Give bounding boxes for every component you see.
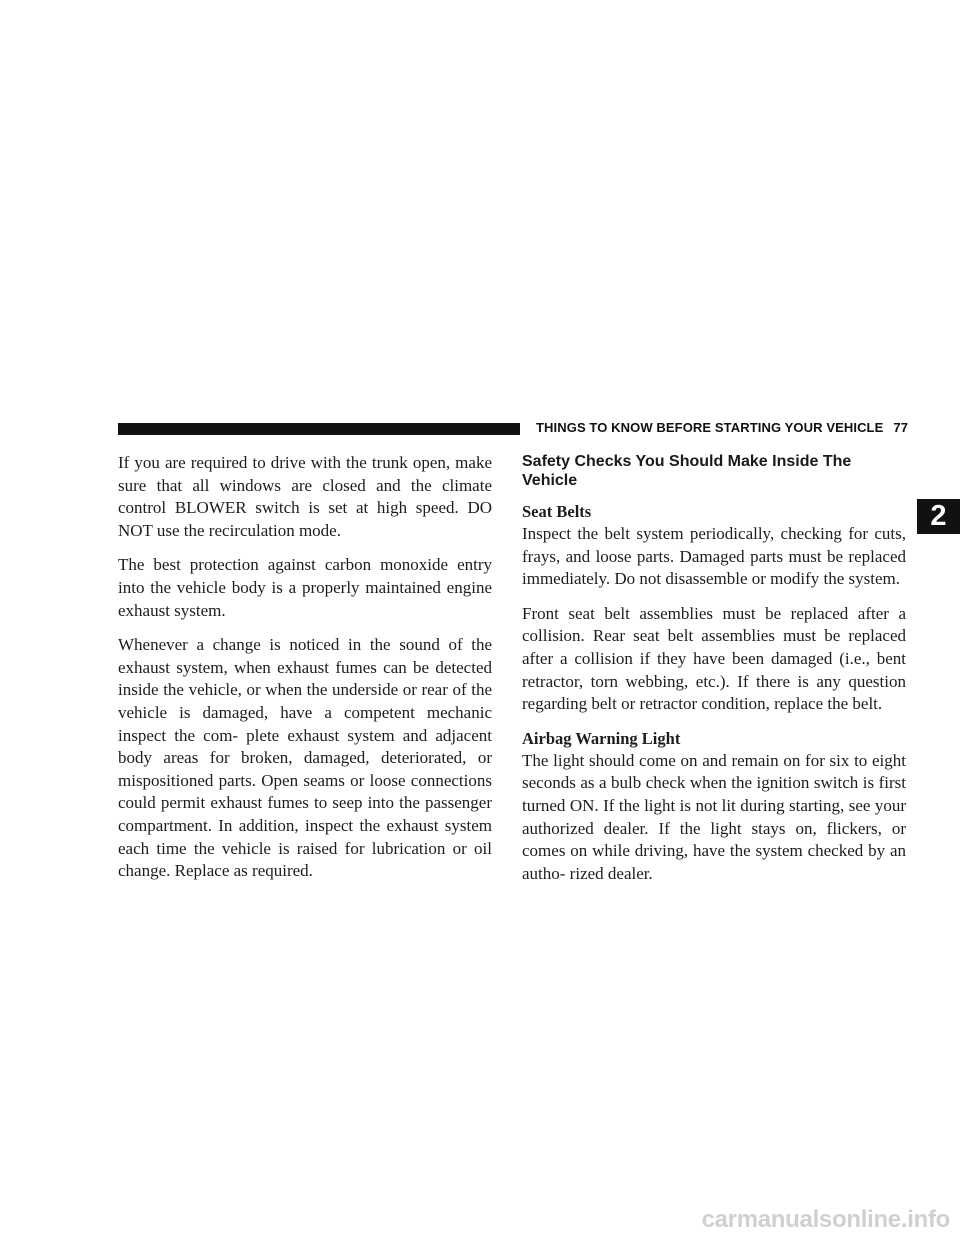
paragraph: The light should come on and remain on for six to eight seconds as a bulb check when the ignition switch is first turned ON. If the light is not lit during starting, see your authorized dealer. If the light stays on, flickers, or comes on while driving, have the system checked by an autho- rized dealer. [522,750,906,883]
section-heading: Safety Checks You Should Make Inside The Vehicle [522,453,852,489]
watermark: carmanualsonline.info [701,1206,950,1233]
chapter-tab: 2 [917,499,960,534]
header-rule [118,423,520,435]
paragraph: The best protection against carbon monoxide entry into the vehicle body is a properly maintained engine exhaust system. [118,555,492,620]
paragraph: If you are required to drive with the trunk open, make sure that all windows are closed and the climate control BLOWER switch is set at high speed. DO NOT use the recirculation mode. [118,453,492,540]
paragraph: Front seat belt assemblies must be replaced after a collision. Rear seat belt assemblies must be replaced after a collision if they have been damaged (i.e., bent retractor, torn webbing, etc.). If there is any question regarding belt or retractor condition, replace the belt. [522,603,906,714]
seat-belts-heading: Seat Belts [522,502,592,521]
left-column [118,452,492,895]
running-header [536,420,909,435]
paragraph: Inspect the belt system periodically, checking for cuts, frays, and loose parts. Damaged parts must be replaced immediately. Do not disassemble or modify the system. [522,524,906,589]
airbag-warning-heading: Airbag Warning Light [522,728,681,748]
page-number: 77 [893,420,909,435]
paragraph: Whenever a change is noticed in the sound of the exhaust system, when exhaust fumes can be detected inside the vehicle, or when the underside or rear of the vehicle is damaged, have a competent mechanic inspect the com- plete exhaust system and adjacent body areas for broken, damaged, deteriorated, or mispositioned parts. Open seams or loose connections could permit exhaust fumes to seep into the passenger compartment. In addition, inspect the exhaust system each time the vehicle is raised for lubrication or oil change. Replace as required. [118,635,492,881]
right-column [522,452,906,897]
header-title: THINGS TO KNOW BEFORE STARTING YOUR VEHICLE [536,420,884,435]
